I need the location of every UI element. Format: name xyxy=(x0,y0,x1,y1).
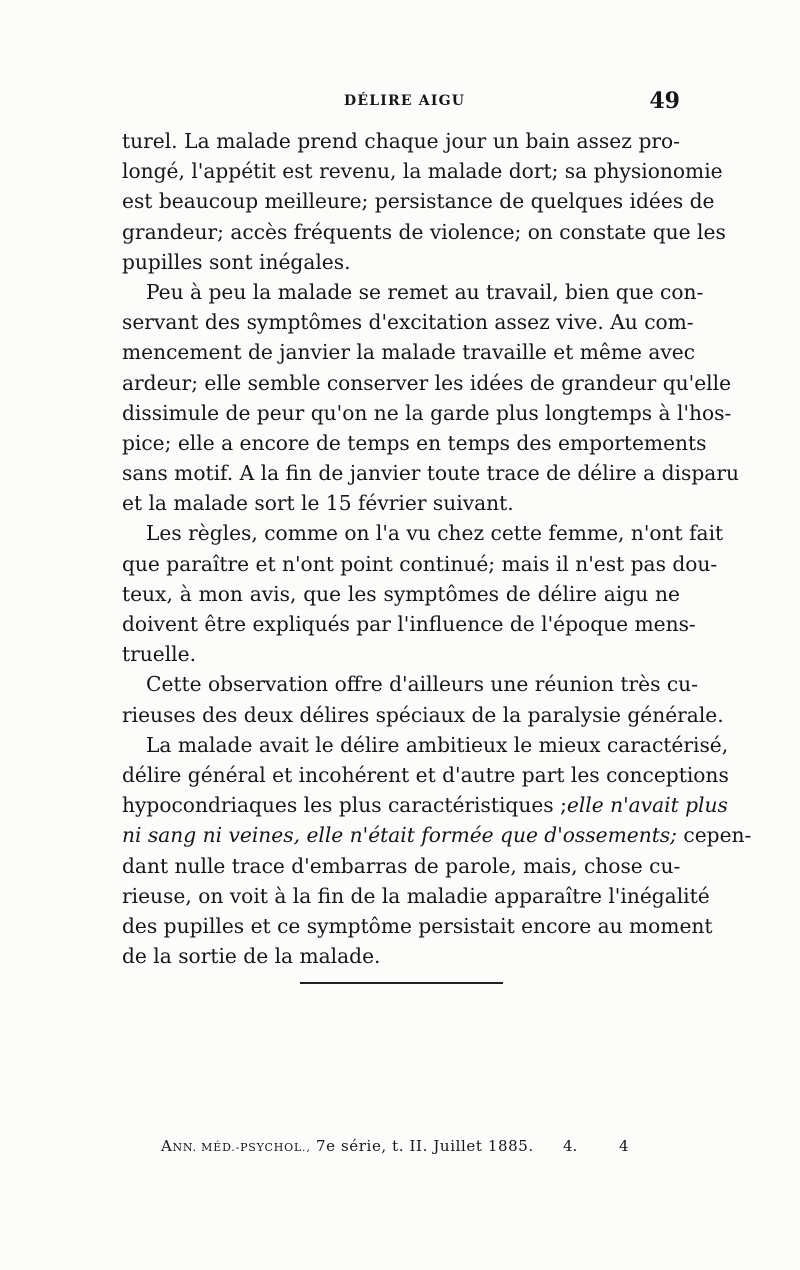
text-line: pupilles sont inégales. xyxy=(122,249,351,274)
text-line: pice; elle a encore de temps en temps des emportements xyxy=(122,430,707,455)
journal-smallcaps: NN. MÉD.-PSYCHOL., xyxy=(172,1141,311,1154)
text-line: dissimule de peur qu'on ne la garde plus longtemps à l'hos- xyxy=(122,400,732,425)
text-line: turel. La malade prend chaque jour un bain assez pro- xyxy=(122,129,680,153)
text-line: Les règles, comme on l'a vu chez cette femme, n'ont fait xyxy=(146,521,724,546)
text-line: Peu à peu la malade se remet au travail, bien que con- xyxy=(146,279,704,304)
text-line xyxy=(122,790,728,820)
journal-citation xyxy=(161,1137,534,1155)
running-head xyxy=(122,88,680,117)
text-line xyxy=(122,820,752,850)
italic-quote: ni sang ni veines, elle n'était formée que d'ossements; xyxy=(122,823,677,848)
text-line: rieuses des deux délires spéciaux de la paralysie générale. xyxy=(122,702,724,727)
text-line: délire général et incohérent et d'autre part les conceptions xyxy=(122,762,729,787)
sheet-number: 4 xyxy=(619,1137,629,1155)
text-line: truelle. xyxy=(122,642,196,667)
text-line: sans motif. A la fin de janvier toute trace de délire a disparu xyxy=(122,461,739,486)
text-line: longé, l'appétit est revenu, la malade dort; sa physionomie xyxy=(122,159,723,184)
text-line: teux, à mon avis, que les symptômes de délire aigu ne xyxy=(122,581,680,606)
text-line: de la sortie de la malade. xyxy=(122,944,381,969)
body-text xyxy=(122,126,752,971)
text-line: grandeur; accès fréquents de violence; on constate que les xyxy=(122,219,726,244)
journal-details: 7e série, t. II. Juillet 1885. xyxy=(310,1137,534,1155)
text-line: et la malade sort le 15 février suivant. xyxy=(122,491,514,516)
text-line: rieuse, on voit à la fin de la maladie apparaître l'inégalité xyxy=(122,883,710,908)
section-rule xyxy=(300,982,503,984)
text-line: Cette observation offre d'ailleurs une réunion très cu- xyxy=(146,672,698,697)
text-line: mencement de janvier la malade travaille et même avec xyxy=(122,340,696,365)
running-title: DÉLIRE AIGU xyxy=(344,93,466,109)
text-line: servant des symptômes d'excitation assez vive. Au com- xyxy=(122,310,694,335)
signature-mark: 4. xyxy=(563,1137,578,1155)
text-run: hypocondriaques les plus caractéristiques ; xyxy=(122,793,567,818)
text-line: La malade avait le délire ambitieux le mieux caractérisé, xyxy=(146,732,729,757)
text-line: est beaucoup meilleure; persistance de quelques idées de xyxy=(122,189,715,214)
text-line: des pupilles et ce symptôme persistait encore au moment xyxy=(122,913,713,938)
italic-quote: elle n'avait plus xyxy=(566,793,728,818)
text-line: doivent être expliqués par l'influence de l'époque mens- xyxy=(122,612,696,636)
text-line: dant nulle trace d'embarras de parole, mais, chose cu- xyxy=(122,853,681,878)
text-line: que paraître et n'ont point continué; mais il n'est pas dou- xyxy=(122,551,718,576)
text-line: ardeur; elle semble conserver les idées de grandeur qu'elle xyxy=(122,370,732,395)
text-run: cepen- xyxy=(676,823,752,848)
page-footer xyxy=(161,1137,631,1161)
journal-initial: A xyxy=(161,1137,173,1155)
page-number: 49 xyxy=(649,88,680,114)
